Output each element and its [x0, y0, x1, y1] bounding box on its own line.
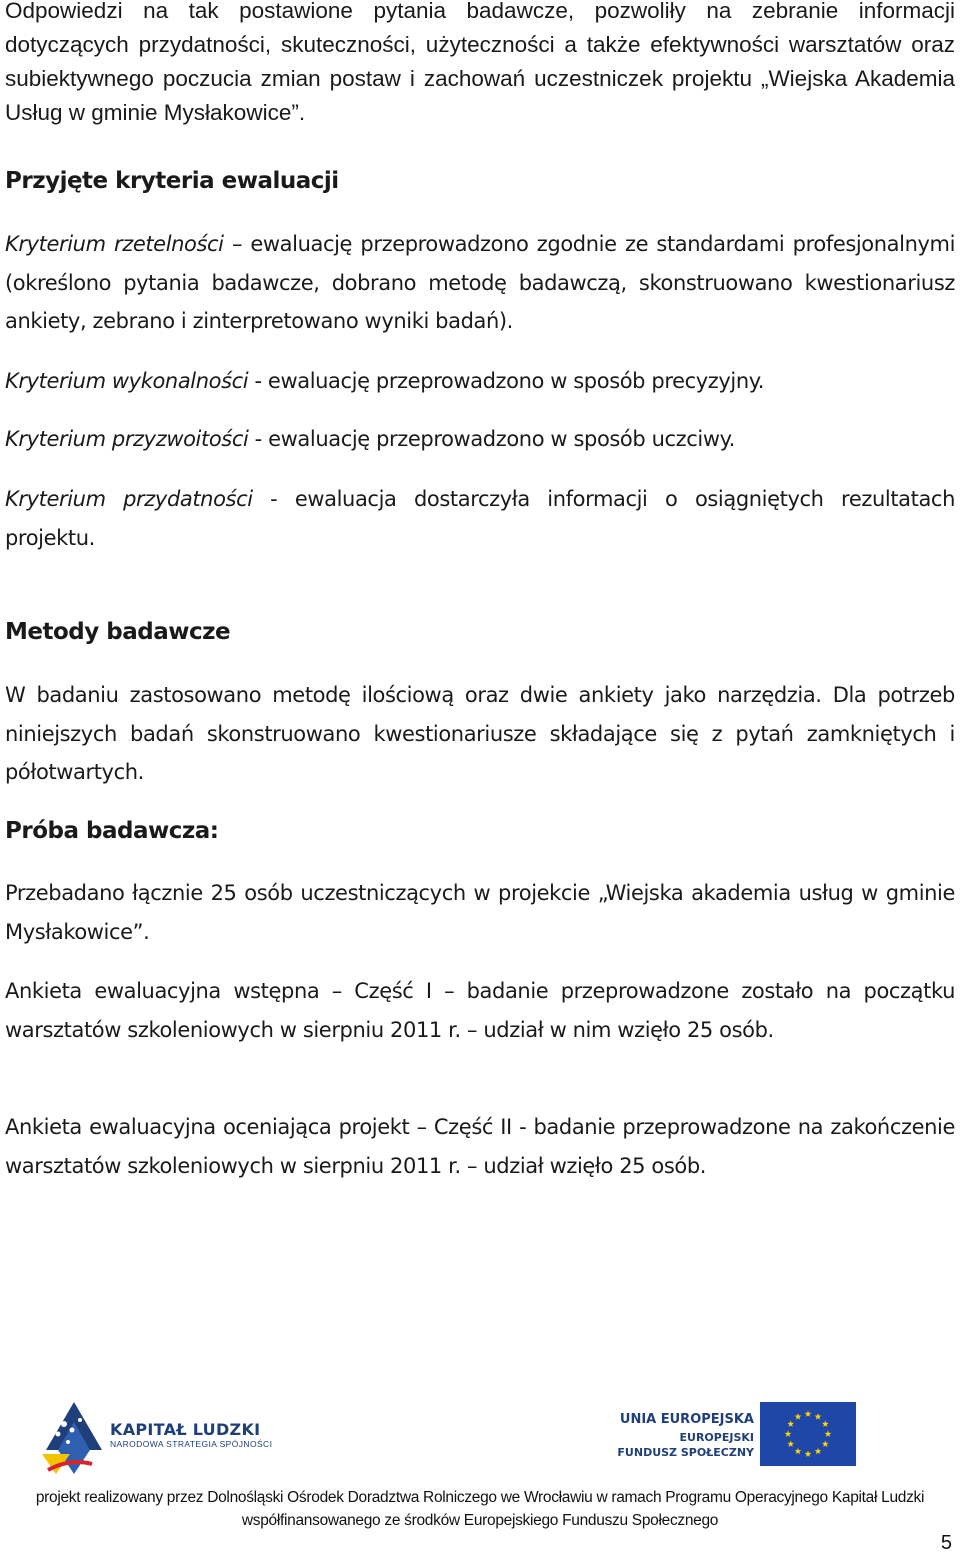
footer-line2: współfinansowanego ze środków Europejskiego Funduszu Społecznego	[241, 1512, 719, 1529]
criteria-heading: Przyjęte kryteria ewaluacji	[5, 168, 339, 194]
kapital-ludzki-subtitle: NARODOWA STRATEGIA SPÓJNOŚCI	[110, 1439, 273, 1449]
eu-flag-icon	[760, 1402, 856, 1466]
criterion-text: - ewaluacja dostarczyła informacji o osiągniętych rezultatach projektu.	[5, 487, 955, 550]
criterion-usefulness	[5, 480, 955, 557]
kapital-ludzki-emblem-icon	[40, 1398, 110, 1478]
criterion-text: – ewaluację przeprowadzono zgodnie ze standardami profesjonalnymi (określono pytania badawcze, dobrano metodę badawczą, skonstruowano kwestionariusz ankiety, zebrano i zinterpretowano wyniki badań).	[5, 232, 955, 333]
eu-logo-line1: UNIA EUROPEJSKA	[619, 1412, 754, 1427]
intro-paragraph: Odpowiedzi na tak postawione pytania badawcze, pozwoliły na zebranie informacji dotyczących przydatności, skuteczności, użyteczności a także efektywności warsztatów oraz subiektywnego poczucia zmian postaw i zachowań uczestniczek projektu „Wiejska Akademia Usług w gminie Mysłakowice”.	[5, 0, 955, 125]
criterion-term: Kryterium wykonalności	[5, 369, 249, 393]
criterion-text: - ewaluację przeprowadzono w sposób uczciwy.	[248, 427, 735, 451]
criterion-propriety	[5, 420, 955, 459]
methods-paragraph: W badaniu zastosowano metodę ilościową oraz dwie ankiety jako narzędzia. Dla potrzeb niniejszych badań skonstruowano kwestionariusze składające się z pytań zamkniętych i półotwartych.	[5, 683, 955, 784]
sample-paragraph-total: Przebadano łącznie 25 osób uczestniczących w projekcie „Wiejska akademia usług w gminie Mysłakowice”.	[5, 881, 955, 944]
sample-paragraph-part2: Ankieta ewaluacyjna oceniająca projekt – Część II - badanie przeprowadzone na zakończenie warsztatów szkoleniowych w sierpniu 2011 r. – udział wzięło 25 osób.	[5, 1115, 955, 1178]
methods-heading: Metody badawcze	[5, 619, 231, 645]
kapital-ludzki-logo	[40, 1398, 273, 1478]
criterion-term: Kryterium rzetelności	[5, 232, 224, 256]
criterion-feasibility	[5, 362, 955, 401]
eu-logo-line2: EUROPEJSKI	[679, 1431, 754, 1444]
criterion-term: Kryterium przydatności	[5, 487, 253, 511]
criterion-text: - ewaluację przeprowadzono w sposób precyzyjny.	[248, 369, 765, 393]
criterion-reliability	[5, 225, 955, 341]
eu-logo-line3: FUNDUSZ SPOŁECZNY	[617, 1446, 754, 1459]
page-number: 5	[940, 1532, 952, 1554]
eu-logo	[612, 1402, 862, 1470]
criterion-term: Kryterium przyzwoitości	[5, 427, 249, 451]
footer-line1: projekt realizowany przez Dolnośląski Ośrodek Doradztwa Rolniczego we Wrocławiu w ramach Programu Operacyjnego Kapitał Ludzki	[35, 1489, 925, 1506]
sample-paragraph-part1: Ankieta ewaluacyjna wstępna – Część I – badanie przeprowadzone zostało na początku warsztatów szkoleniowych w sierpniu 2011 r. – udział w nim wzięło 25 osób.	[5, 979, 955, 1042]
sample-heading: Próba badawcza:	[5, 818, 219, 844]
kapital-ludzki-title: KAPITAŁ LUDZKI	[110, 1420, 261, 1439]
